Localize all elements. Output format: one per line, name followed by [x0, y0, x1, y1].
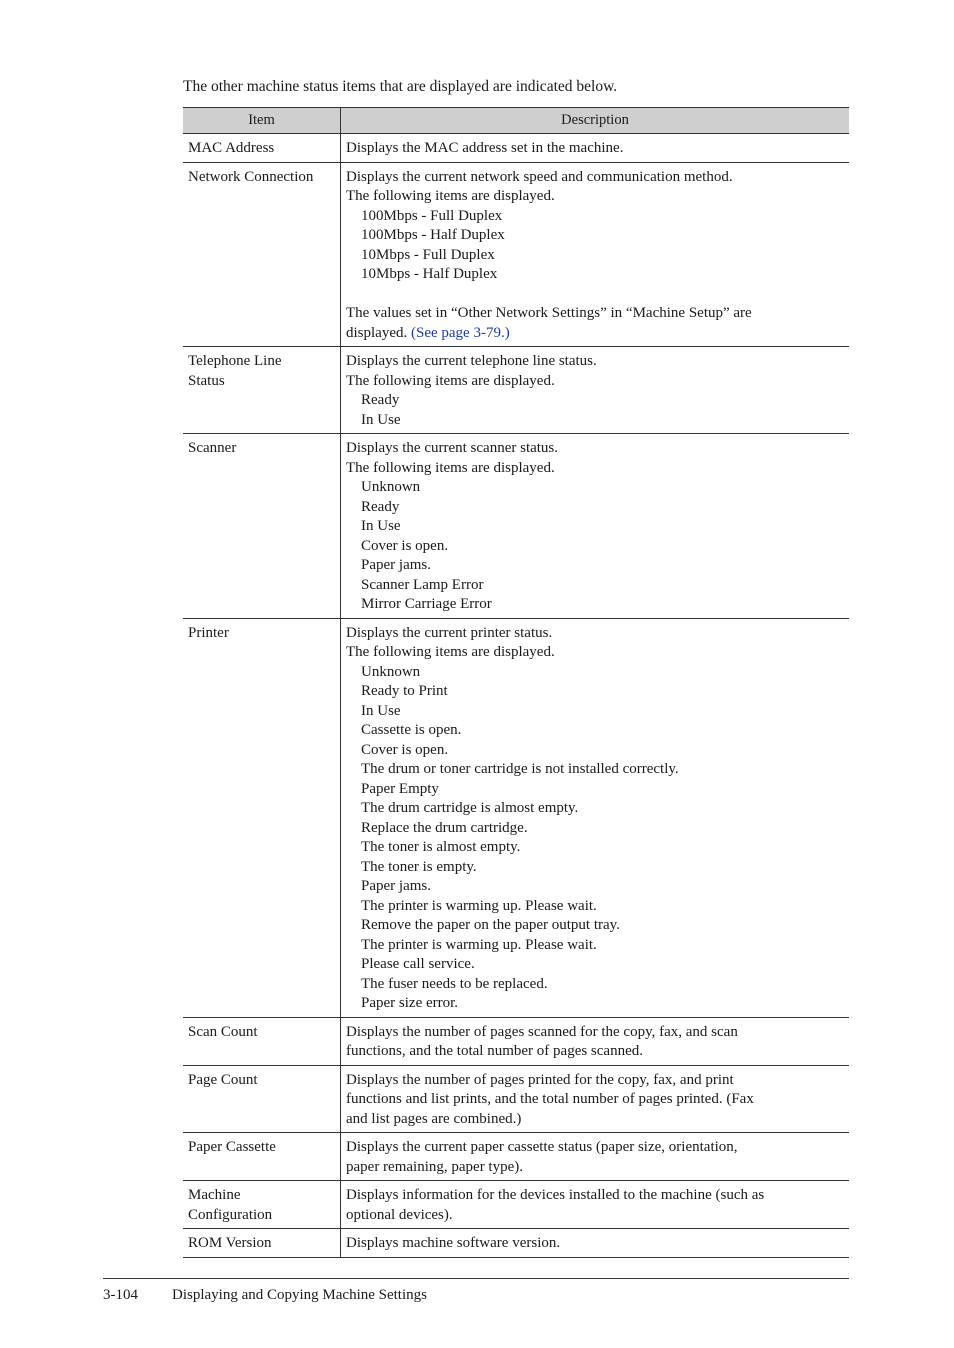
status-value-item: [346, 741, 844, 761]
table-row: [183, 162, 849, 347]
table-row: [183, 1065, 849, 1133]
item-column-header: Item: [183, 108, 341, 134]
status-value-item: [346, 663, 844, 683]
description-text: Displays the number of pages scanned for the copy, fax, and scan: [346, 1023, 738, 1040]
description-text: The toner is almost empty.: [361, 839, 521, 855]
table-row: [183, 347, 849, 434]
item-cell: [183, 1017, 341, 1065]
description-text: Scanner Lamp Error: [361, 576, 484, 593]
description-line: [346, 372, 844, 392]
item-name: Scan Count: [188, 1023, 258, 1040]
description-line: [346, 139, 844, 159]
section-title: Displaying and Copying Machine Settings: [172, 1287, 427, 1303]
description-text: Displays the current printer status.: [346, 624, 553, 641]
description-text: Remove the paper on the paper output tray.: [361, 917, 620, 933]
status-value-item: [346, 537, 844, 557]
item-name: MAC Address: [188, 140, 275, 156]
page-number: 3-104: [103, 1287, 138, 1303]
description-line: [346, 624, 844, 644]
item-name: Telephone Line: [188, 353, 282, 369]
description-text: The values set in “Other Network Settings” in “Machine Setup” are: [346, 305, 752, 321]
description-text: Displays the number of pages printed for the copy, fax, and print: [346, 1071, 734, 1088]
description-line: [346, 1090, 844, 1110]
description-text: Displays information for the devices installed to the machine (such as: [346, 1187, 765, 1203]
description-text: Paper size error.: [361, 995, 459, 1011]
item-cell: [183, 434, 341, 619]
machine-status-table: [183, 107, 849, 1258]
description-text: The printer is warming up. Please wait.: [361, 897, 597, 914]
item-cell: [183, 162, 341, 347]
description-cell: [341, 1229, 850, 1258]
description-line: [346, 1206, 844, 1226]
description-text: Cover is open.: [361, 741, 449, 758]
table-row: [183, 1017, 849, 1065]
description-line: [346, 1023, 844, 1043]
description-line: [346, 1158, 844, 1178]
description-text: Displays the MAC address set in the machine.: [346, 140, 624, 156]
intro-text: The other machine status items that are displayed are indicated below.: [183, 78, 618, 95]
description-text: In Use: [361, 411, 401, 428]
description-text: Paper jams.: [361, 557, 431, 573]
status-value-item: [346, 916, 844, 936]
description-text: In Use: [361, 702, 401, 719]
description-text: Paper Empty: [361, 780, 439, 797]
status-value-item: [346, 994, 844, 1014]
description-text: displayed.: [346, 324, 408, 341]
status-value-item: [346, 207, 844, 227]
description-text: Replace the drum cartridge.: [361, 819, 528, 836]
status-value-item: [346, 682, 844, 702]
item-name: Status: [188, 372, 225, 389]
description-cell: [341, 1065, 850, 1133]
table-body: [183, 134, 849, 1258]
description-line: [346, 187, 844, 207]
description-cell: [341, 1133, 850, 1181]
status-value-item: [346, 955, 844, 975]
item-cell: [183, 347, 341, 434]
item-name: ROM Version: [188, 1235, 272, 1251]
description-text: The following items are displayed.: [346, 459, 555, 476]
item-name: Network Connection: [188, 168, 314, 185]
status-value-item: [346, 556, 844, 576]
status-value-item: [346, 478, 844, 498]
status-value-item: [346, 391, 844, 411]
item-cell: [183, 618, 341, 1017]
description-text: Ready: [361, 392, 400, 408]
item-name: Configuration: [188, 1206, 273, 1223]
status-value-item: [346, 246, 844, 266]
item-name: Machine: [188, 1187, 241, 1203]
status-value-item: [346, 411, 844, 431]
table-row: [183, 1133, 849, 1181]
description-text: Displays machine software version.: [346, 1235, 561, 1251]
item-cell: [183, 1133, 341, 1181]
description-line: [346, 1186, 844, 1206]
description-text: Displays the current scanner status.: [346, 440, 559, 456]
description-text: Unknown: [361, 663, 421, 680]
table-row: [183, 134, 849, 163]
description-text: The following items are displayed.: [346, 644, 555, 660]
table-row: [183, 1181, 849, 1229]
description-line: [346, 1234, 844, 1254]
status-value-item: [346, 780, 844, 800]
status-value-item: [346, 858, 844, 878]
description-text: functions and list prints, and the total number of pages printed. (Fax: [346, 1091, 754, 1107]
description-line: [346, 324, 844, 344]
description-line: [346, 439, 844, 459]
table-row: [183, 1229, 849, 1258]
status-value-item: [346, 838, 844, 858]
status-value-item: [346, 897, 844, 917]
description-text: optional devices).: [346, 1206, 453, 1223]
see-page-link[interactable]: (See page 3-79.): [411, 324, 510, 341]
status-value-item: [346, 595, 844, 615]
item-cell: [183, 1065, 341, 1133]
description-cell: [341, 434, 850, 619]
description-text: The toner is empty.: [361, 858, 477, 875]
description-line: [346, 643, 844, 663]
description-text: Unknown: [361, 479, 421, 495]
description-text: The printer is warming up. Please wait.: [361, 936, 597, 953]
description-text: Displays the current network speed and communication method.: [346, 168, 733, 185]
description-text: The drum or toner cartridge is not installed correctly.: [361, 761, 679, 777]
description-text: Displays the current paper cassette status (paper size, orientation,: [346, 1139, 738, 1155]
description-cell: [341, 1017, 850, 1065]
description-line: [346, 352, 844, 372]
status-value-item: [346, 576, 844, 596]
table-row: [183, 618, 849, 1017]
description-text: functions, and the total number of pages scanned.: [346, 1043, 643, 1059]
item-name: Page Count: [188, 1071, 258, 1088]
footer-divider: [103, 1278, 849, 1279]
description-cell: [341, 1181, 850, 1229]
status-value-item: [346, 498, 844, 518]
description-line: [346, 304, 844, 324]
description-text: paper remaining, paper type).: [346, 1158, 524, 1175]
item-name: Paper Cassette: [188, 1139, 276, 1155]
status-value-item: [346, 517, 844, 537]
status-value-item: [346, 877, 844, 897]
blank-line: [346, 285, 844, 305]
description-text: 10Mbps - Full Duplex: [361, 246, 495, 263]
description-line: [346, 1071, 844, 1091]
item-name: Printer: [188, 624, 229, 641]
description-line: [346, 1138, 844, 1158]
description-text: 10Mbps - Half Duplex: [361, 266, 498, 282]
description-column-header: Description: [341, 108, 850, 134]
description-text: Paper jams.: [361, 878, 431, 894]
description-cell: [341, 347, 850, 434]
status-value-item: [346, 702, 844, 722]
description-text: Ready: [361, 498, 400, 515]
table-header-row: [183, 108, 849, 134]
description-line: [346, 1042, 844, 1062]
status-value-item: [346, 721, 844, 741]
status-value-item: [346, 265, 844, 285]
item-name: Scanner: [188, 440, 237, 456]
description-text: Cassette is open.: [361, 722, 462, 738]
description-text: The drum cartridge is almost empty.: [361, 800, 579, 816]
description-text: Mirror Carriage Error: [361, 596, 492, 612]
status-value-item: [346, 819, 844, 839]
status-value-item: [346, 975, 844, 995]
description-text: Ready to Print: [361, 683, 448, 699]
item-cell: [183, 134, 341, 163]
description-cell: [341, 618, 850, 1017]
description-text: 100Mbps - Full Duplex: [361, 207, 503, 224]
description-text: Please call service.: [361, 956, 475, 972]
status-value-item: [346, 936, 844, 956]
description-text: In Use: [361, 518, 401, 534]
description-text: The following items are displayed.: [346, 372, 555, 389]
item-cell: [183, 1181, 341, 1229]
item-cell: [183, 1229, 341, 1258]
description-text: 100Mbps - Half Duplex: [361, 227, 505, 243]
description-text: Displays the current telephone line status.: [346, 353, 597, 369]
table-row: [183, 434, 849, 619]
description-cell: [341, 134, 850, 163]
description-text: and list pages are combined.): [346, 1110, 522, 1127]
description-line: [346, 168, 844, 188]
status-value-item: [346, 226, 844, 246]
description-text: The following items are displayed.: [346, 188, 555, 204]
description-line: [346, 1110, 844, 1130]
description-cell: [341, 162, 850, 347]
status-value-item: [346, 760, 844, 780]
description-line: [346, 459, 844, 479]
description-text: The fuser needs to be replaced.: [361, 975, 548, 992]
description-text: Cover is open.: [361, 537, 449, 554]
status-value-item: [346, 799, 844, 819]
